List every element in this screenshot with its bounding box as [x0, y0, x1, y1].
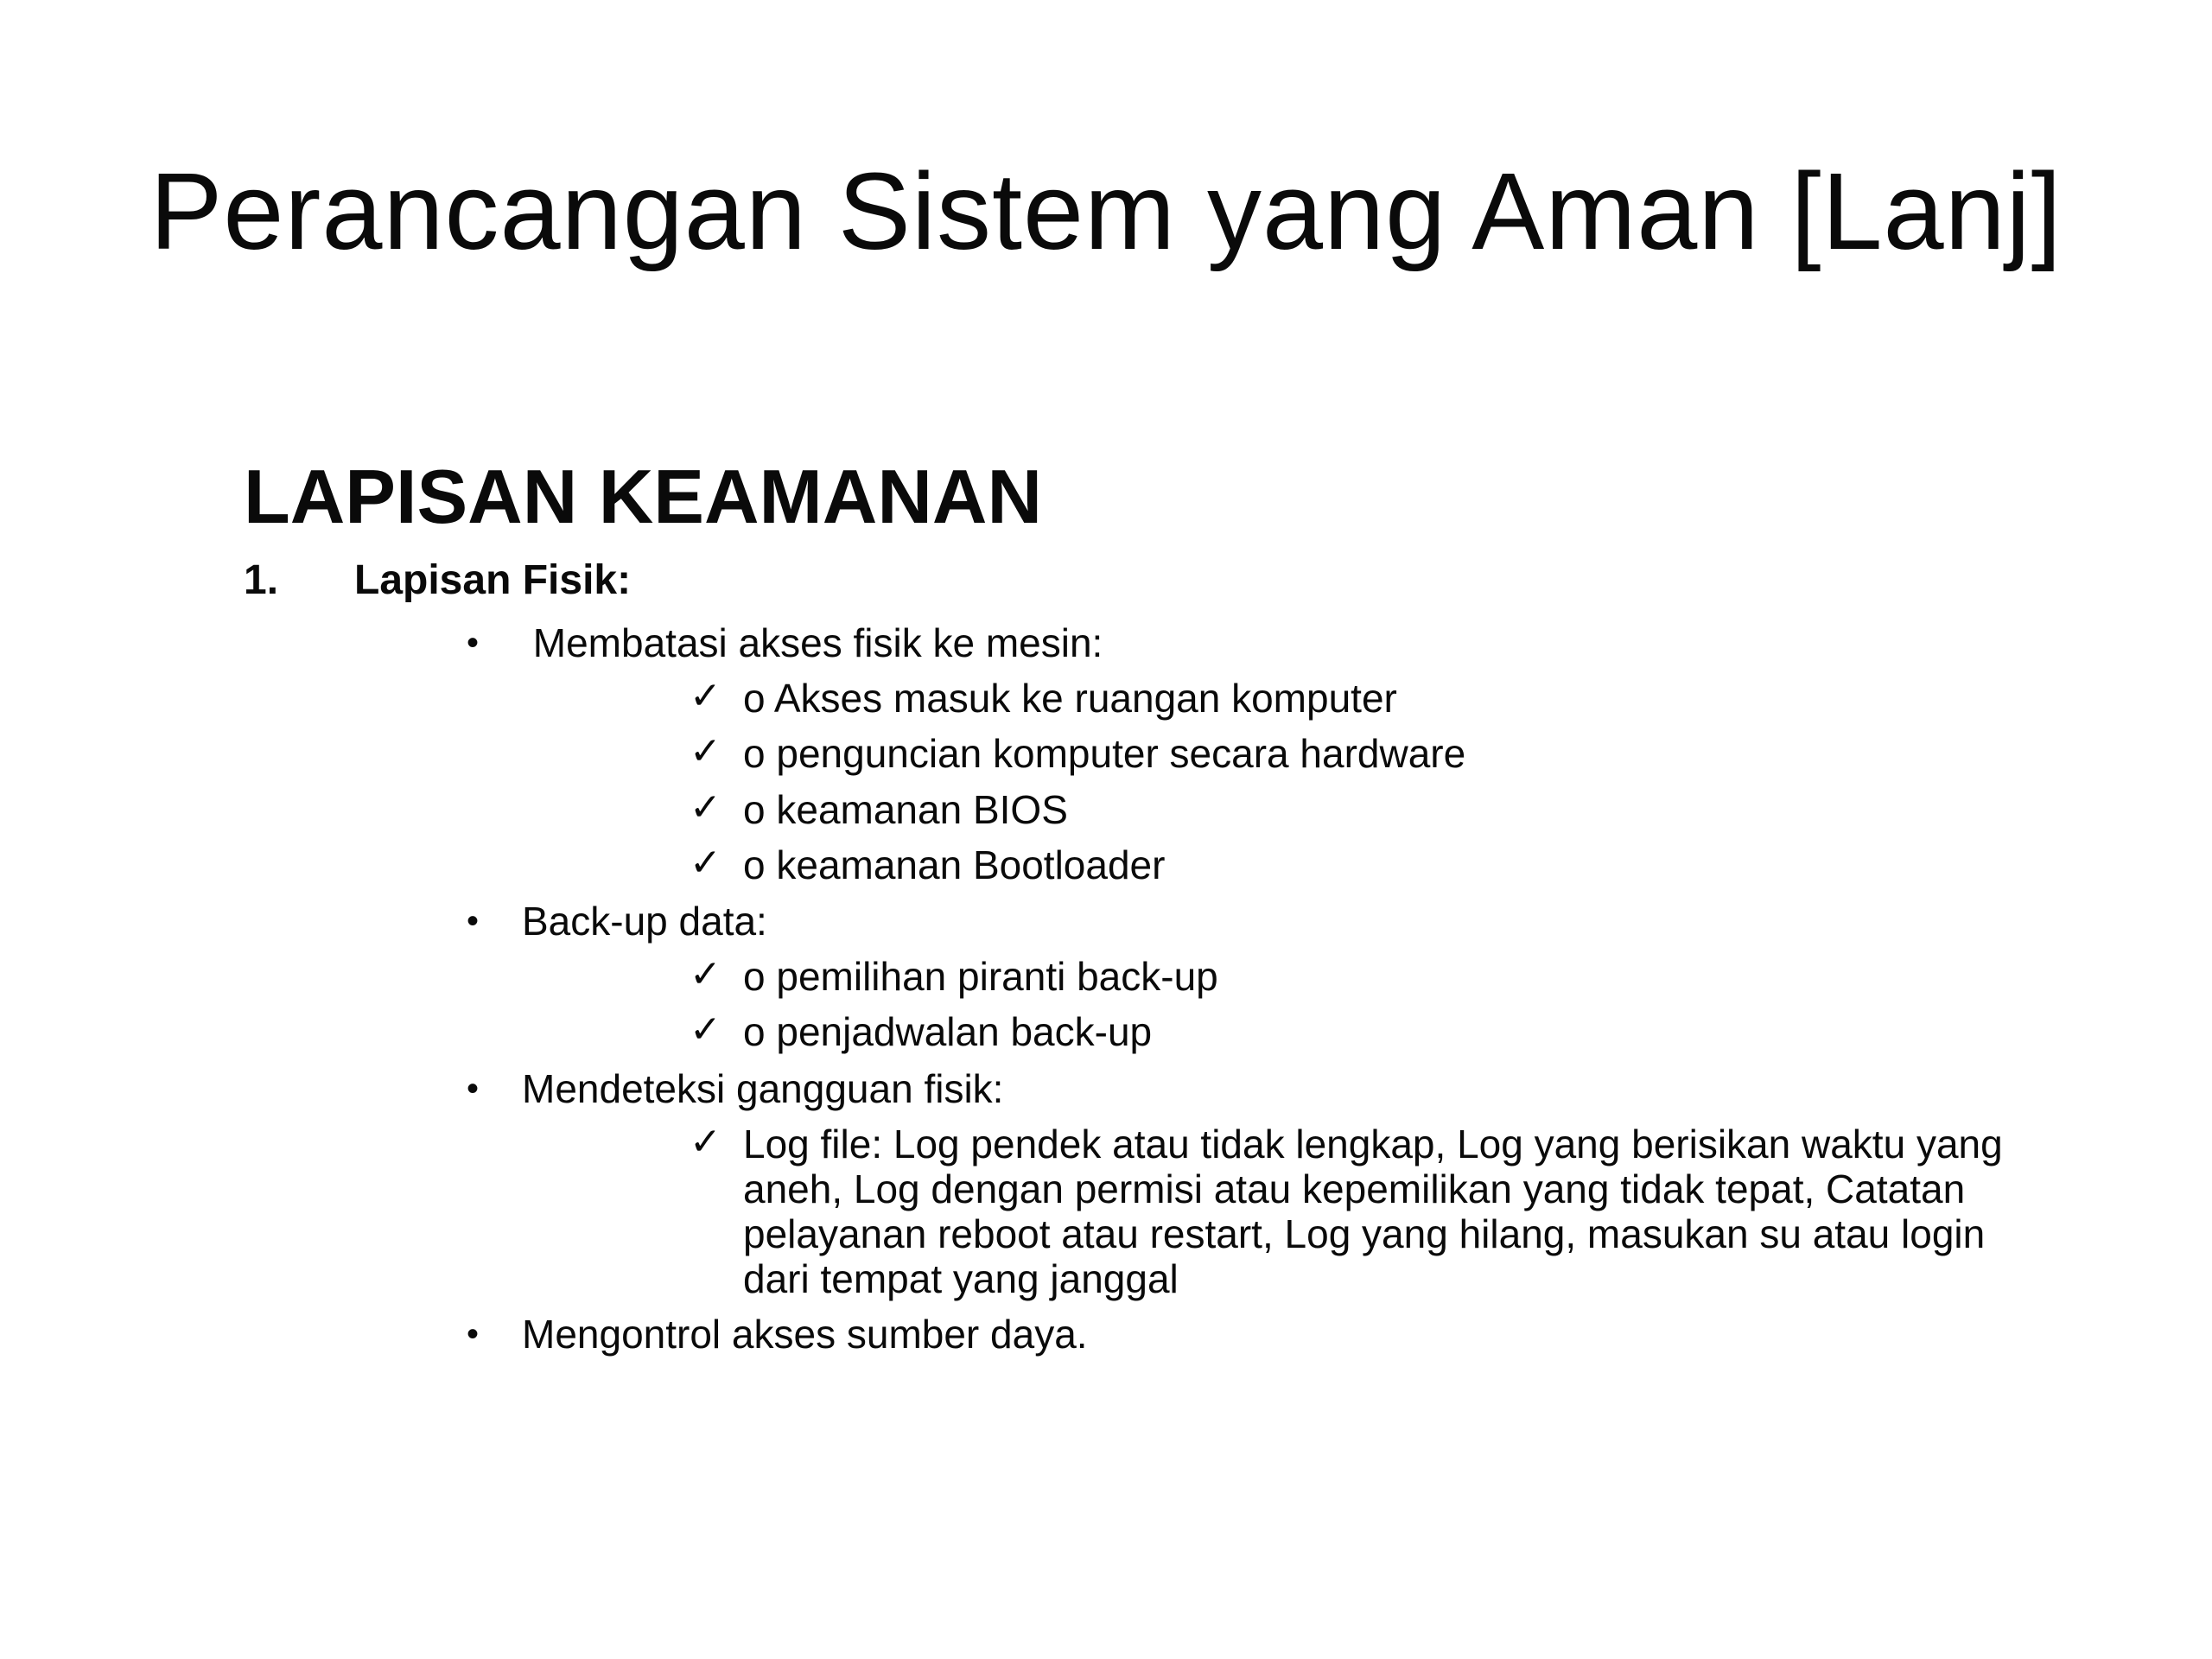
check-item-label: o penguncian komputer secara hardware: [743, 731, 1466, 776]
bullet-item-membatasi-akses: [467, 615, 1103, 671]
bullet-item-back-up-data: [467, 893, 767, 949]
check-item: [690, 787, 2037, 832]
check-item-label: Log file: Log pendek atau tidak lengkap, Log yang berisikan waktu yang aneh, Log dengan permisi atau kepemilikan yang tidak tepat, Catatan pelayanan reboot atau restart, Log yang hilang, masukan su atau login dari tempat yang janggal: [743, 1122, 2003, 1301]
checkmark-icon: ✓: [690, 1008, 721, 1051]
checkmark-icon: ✓: [690, 675, 721, 717]
checkmark-icon: ✓: [690, 730, 721, 772]
checkmark-icon: ✓: [690, 953, 721, 995]
item-label: Lapisan Fisik:: [354, 557, 632, 603]
bullet-item-mengontrol-akses: [467, 1306, 1088, 1362]
bullet-item-mendeteksi-gangguan: [467, 1061, 1003, 1116]
checkmark-icon: ✓: [690, 1121, 721, 1163]
bullet-label: Back-up data:: [522, 899, 767, 944]
check-item: [690, 676, 2037, 721]
check-item: [690, 954, 2037, 999]
check-item: [690, 842, 2037, 887]
check-item: [690, 1122, 2037, 1301]
bullet-label: Mendeteksi gangguan fisik:: [522, 1066, 1004, 1111]
checkmark-icon: ✓: [690, 842, 721, 884]
bullet-icon: •: [467, 1070, 480, 1108]
check-item-label: o penjadwalan back-up: [743, 1009, 1153, 1054]
check-item-label: o keamanan BIOS: [743, 787, 1068, 832]
check-item-label: o Akses masuk ke ruangan komputer: [743, 676, 1397, 721]
check-item: [690, 1009, 2037, 1054]
bullet-label: Membatasi akses fisik ke mesin:: [522, 620, 1103, 665]
check-item-label: o keamanan Bootloader: [743, 842, 1166, 887]
check-item: [690, 731, 2037, 776]
checkmark-icon: ✓: [690, 786, 721, 829]
item-number: 1.: [244, 557, 279, 603]
numbered-item-lapisan-fisik: [244, 553, 631, 608]
bullet-icon: •: [467, 902, 480, 940]
section-heading: LAPISAN KEAMANAN: [244, 454, 1042, 539]
slide-title: Perancangan Sistem yang Aman [Lanj]: [149, 150, 2063, 272]
check-item-label: o pemilihan piranti back-up: [743, 954, 1218, 999]
bullet-icon: •: [467, 624, 480, 662]
bullet-label: Mengontrol akses sumber daya.: [522, 1312, 1088, 1357]
bullet-icon: •: [467, 1315, 480, 1353]
